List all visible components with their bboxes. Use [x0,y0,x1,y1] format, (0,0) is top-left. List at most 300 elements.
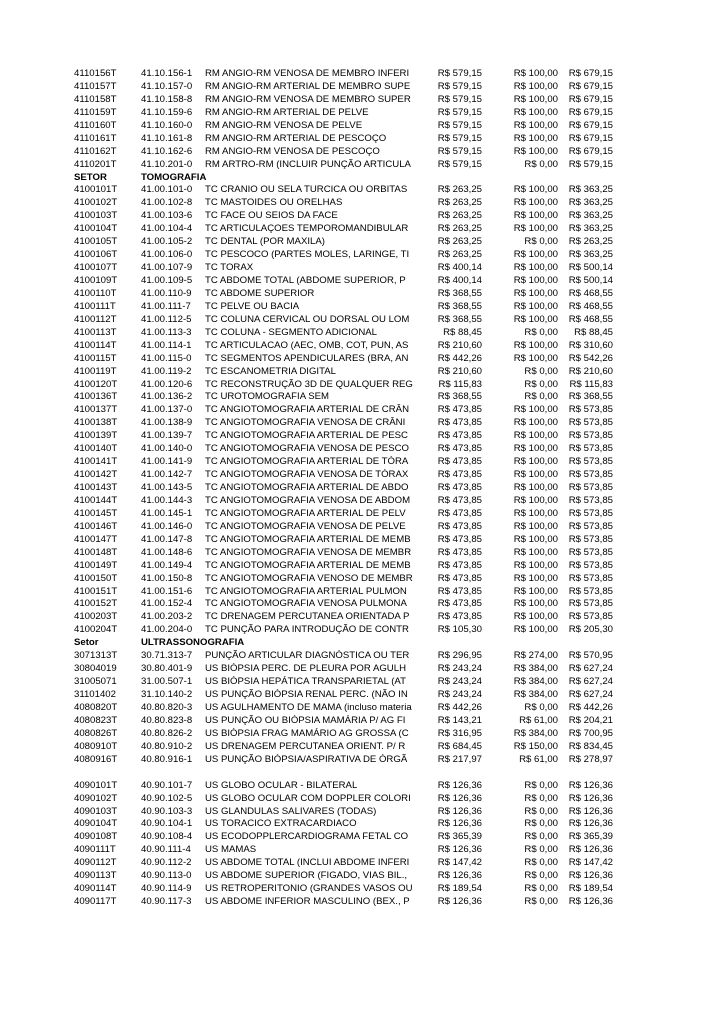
procedure-description: TC ARTICULAÇOES TEMPOROMANDIBULAR [205,223,409,235]
table-row [0,883,724,896]
procedure-code: 4110162T [74,145,117,157]
procedure-code: 4100141T [74,456,118,468]
procedure-code: 4100150T [74,572,118,584]
additional-fee: R$ 100,00 [513,546,558,558]
procedure-description: US GLANDULAS SALIVARES (TODAS) [205,805,377,817]
table-row [0,857,724,870]
total-price: R$ 579,15 [568,158,613,170]
procedure-code: 4100112T [74,313,117,325]
procedure-code: 4090111T [74,844,116,856]
base-price: R$ 473,85 [437,520,482,532]
base-price: R$ 263,25 [437,197,482,209]
table-row [0,120,724,133]
base-price: R$ 126,36 [437,805,482,817]
additional-fee: R$ 100,00 [513,80,558,92]
table-row [0,508,724,521]
total-price: R$ 573,85 [568,430,613,442]
additional-fee: R$ 100,00 [513,507,558,519]
tuss-code: 41.00.110-9 [141,287,192,299]
total-price: R$ 679,15 [568,68,613,79]
table-row [0,844,724,857]
procedure-description: TC PESCOCO (PARTES MOLES, LARINGE, TI [205,249,410,261]
procedure-code: 4100152T [74,598,118,610]
total-price: R$ 573,85 [568,469,613,481]
additional-fee: R$ 100,00 [513,624,558,636]
additional-fee: R$ 100,00 [513,249,558,261]
table-row [0,598,724,611]
base-price: R$ 263,25 [437,210,482,222]
tuss-code: 41.10.156-1 [141,68,193,79]
base-price: R$ 579,15 [437,119,482,131]
tuss-code: 41.00.119-2 [141,365,192,377]
procedure-description: RM ANGIO-RM VENOSA DE MEMBRO INFERI [205,68,410,79]
procedure-description: US ABDOME INFERIOR MASCULINO (BEX., P [205,896,410,908]
tuss-code: 31.00.507-1 [141,676,193,688]
base-price: R$ 210,60 [437,365,482,377]
base-price: R$ 473,85 [437,404,482,416]
procedure-code: 4100144T [74,494,118,506]
procedure-code: 4080820T [74,701,118,713]
additional-fee: R$ 0,00 [524,818,558,830]
procedure-code: 4110161T [74,132,117,144]
base-price: R$ 365,39 [437,831,482,843]
procedure-code: 4100151T [74,585,118,597]
procedure-description: TC PELVE OU BACIA [205,300,300,312]
additional-fee: R$ 0,00 [524,870,558,882]
additional-fee: R$ 100,00 [513,275,558,286]
base-price: R$ 126,36 [437,792,482,804]
procedure-code: 4100140T [74,443,118,455]
table-row [0,68,724,81]
base-price: R$ 579,15 [437,106,482,118]
additional-fee: R$ 100,00 [513,520,558,532]
procedure-code: 4100136T [74,391,118,403]
procedure-code: 4100203T [74,611,118,623]
procedure-description: US GLOBO OCULAR COM DOPPLER COLORI [205,792,411,804]
procedure-description: RM ANGIO-RM ARTERIAL DE PELVE [205,106,369,118]
base-price: R$ 147,42 [437,857,482,869]
additional-fee: R$ 100,00 [513,533,558,545]
additional-fee: R$ 384,00 [513,727,558,739]
section-label: Setor [74,637,99,649]
additional-fee: R$ 384,00 [513,663,558,675]
table-row [0,676,724,689]
additional-fee: R$ 0,00 [524,236,558,248]
base-price: R$ 473,85 [437,469,482,481]
procedure-description: PUNÇÃO ARTICULAR DIAGNÓSTICA OU TER [205,650,410,662]
base-price: R$ 473,85 [437,559,482,571]
procedure-code: 31005071 [74,676,117,688]
total-price: R$ 204,21 [568,714,613,726]
procedure-code: 4100102T [74,197,118,209]
procedure-description: TC COLUNA CERVICAL OU DORSAL OU LOM [205,313,410,325]
additional-fee: R$ 100,00 [513,262,558,274]
procedure-description: TC COLUNA - SEGMENTO ADICIONAL [205,326,378,338]
tuss-code: 41.00.120-6 [141,378,193,390]
tuss-code: 40.80.910-2 [141,740,193,752]
additional-fee: R$ 100,00 [513,184,558,196]
table-row [0,560,724,573]
total-price: R$ 205,30 [568,624,613,636]
procedure-description: TC TORAX [205,262,254,274]
total-price: R$ 88,45 [574,326,613,338]
additional-fee: R$ 100,00 [513,68,558,79]
table-row [0,650,724,663]
section-name: TOMOGRAFIA [141,171,207,183]
procedure-code: 4100106T [74,249,118,261]
table-row [0,495,724,508]
procedure-code: 4090102T [74,792,118,804]
tuss-code: 40.90.117-3 [141,896,192,908]
base-price: R$ 400,14 [437,262,482,274]
procedure-description: TC ANGIOTOMOGRAFIA VENOSA DE TÓRAX [205,469,409,481]
additional-fee: R$ 0,00 [524,365,558,377]
table-row [0,81,724,94]
table-row [0,417,724,430]
procedure-code: 4110156T [74,68,117,79]
tuss-code: 40.80.823-8 [141,714,193,726]
tuss-code: 41.00.148-6 [141,546,193,558]
additional-fee: R$ 100,00 [513,456,558,468]
total-price: R$ 573,85 [568,598,613,610]
total-price: R$ 627,24 [568,663,613,675]
total-price: R$ 573,85 [568,456,613,468]
total-price: R$ 126,36 [568,896,613,908]
total-price: R$ 126,36 [568,870,613,882]
procedure-code: 4100139T [74,430,118,442]
table-row [0,301,724,314]
additional-fee: R$ 100,00 [513,223,558,235]
procedure-description: TC ANGIOTOMOGRAFIA VENOSA DE PELVE [205,520,406,532]
procedure-code: 4100204T [74,624,118,636]
additional-fee: R$ 0,00 [524,883,558,895]
table-row [0,197,724,210]
table-row [0,741,724,754]
tuss-code: 30.80.401-9 [141,663,193,675]
procedure-code: 4090112T [74,857,117,869]
procedure-description: RM ANGIO-RM ARTERIAL DE PESCOÇO [205,132,387,144]
table-row [0,780,724,793]
total-price: R$ 573,85 [568,404,613,416]
table-row [0,456,724,469]
section-label: SETOR [74,171,107,183]
base-price: R$ 126,36 [437,844,482,856]
total-price: R$ 573,85 [568,546,613,558]
procedure-code: 4100148T [74,546,118,558]
base-price: R$ 473,85 [437,598,482,610]
table-row [0,430,724,443]
base-price: R$ 684,45 [437,740,482,752]
base-price: R$ 579,15 [437,93,482,105]
table-row [0,94,724,107]
tuss-code: 41.00.146-0 [141,520,193,532]
total-price: R$ 363,25 [568,223,613,235]
tuss-code: 41.00.150-8 [141,572,193,584]
tuss-code: 41.10.158-8 [141,93,193,105]
procedure-code: 4110160T [74,119,117,131]
table-row [0,159,724,172]
base-price: R$ 189,54 [437,883,482,895]
base-price: R$ 473,85 [437,443,482,455]
tuss-code: 41.10.162-6 [141,145,193,157]
table-row [0,366,724,379]
procedure-code: 4090113T [74,870,117,882]
tuss-code: 41.00.204-0 [141,624,193,636]
table-row [0,146,724,159]
section-header [0,637,724,650]
additional-fee: R$ 100,00 [513,132,558,144]
additional-fee: R$ 100,00 [513,494,558,506]
tuss-code: 40.80.916-1 [141,753,193,765]
table-row [0,353,724,366]
procedure-code: 4100138T [74,417,118,429]
additional-fee: R$ 100,00 [513,417,558,429]
total-price: R$ 573,85 [568,572,613,584]
table-row [0,793,724,806]
tuss-code: 41.00.152-4 [141,598,193,610]
additional-fee: R$ 100,00 [513,559,558,571]
procedure-code: 4080916T [74,753,118,765]
table-row [0,262,724,275]
procedure-description: TC ANGIOTOMOGRAFIA VENOSA PULMONA [205,598,407,610]
total-price: R$ 573,85 [568,417,613,429]
additional-fee: R$ 100,00 [513,430,558,442]
base-price: R$ 368,55 [437,287,482,299]
base-price: R$ 442,26 [437,352,482,364]
base-price: R$ 579,15 [437,68,482,79]
additional-fee: R$ 0,00 [524,158,558,170]
additional-fee: R$ 100,00 [513,287,558,299]
tuss-code: 41.00.106-0 [141,249,193,261]
total-price: R$ 126,36 [568,779,613,791]
tuss-code: 41.00.136-2 [141,391,193,403]
total-price: R$ 310,60 [568,339,613,351]
tuss-code: 41.00.203-2 [141,611,193,623]
additional-fee: R$ 100,00 [513,352,558,364]
procedure-description: TC ANGIOTOMOGRAFIA ARTERIAL DE MEMB [205,533,411,545]
base-price: R$ 296,95 [437,650,482,662]
table-row [0,404,724,417]
tuss-code: 41.00.137-0 [141,404,193,416]
tuss-code: 30.71.313-7 [141,650,193,662]
additional-fee: R$ 0,00 [524,792,558,804]
total-price: R$ 442,26 [568,701,613,713]
total-price: R$ 363,25 [568,197,613,209]
base-price: R$ 126,36 [437,870,482,882]
procedure-description: RM ANGIO-RM VENOSA DE PELVE [205,119,363,131]
procedure-code: 3071313T [74,650,118,662]
additional-fee: R$ 274,00 [513,650,558,662]
base-price: R$ 105,30 [437,624,482,636]
table-row [0,249,724,262]
table-row [0,870,724,883]
additional-fee: R$ 100,00 [513,611,558,623]
total-price: R$ 573,85 [568,533,613,545]
total-price: R$ 573,85 [568,494,613,506]
procedure-code: 4100115T [74,352,117,364]
procedure-code: 4090104T [74,818,118,830]
additional-fee: R$ 100,00 [513,145,558,157]
procedure-code: 4100111T [74,300,116,312]
procedure-code: 30804019 [74,663,117,675]
base-price: R$ 368,55 [437,391,482,403]
total-price: R$ 126,36 [568,818,613,830]
base-price: R$ 473,85 [437,611,482,623]
total-price: R$ 210,60 [568,365,613,377]
tuss-code: 41.00.104-4 [141,223,193,235]
procedure-description: TC ABDOME SUPERIOR [205,287,315,299]
additional-fee: R$ 100,00 [513,339,558,351]
price-table [0,68,724,909]
total-price: R$ 573,85 [568,611,613,623]
table-row [0,482,724,495]
tuss-code: 41.10.201-0 [141,158,193,170]
tuss-code: 41.00.145-1 [141,507,193,519]
base-price: R$ 243,24 [437,676,482,688]
table-row [0,327,724,340]
procedure-description: US BIÓPSIA HEPÁTICA TRANSPARIETAL (AT [205,676,406,688]
additional-fee: R$ 100,00 [513,404,558,416]
procedure-code: 4100113T [74,326,117,338]
total-price: R$ 679,15 [568,106,613,118]
base-price: R$ 263,25 [437,223,482,235]
total-price: R$ 363,25 [568,249,613,261]
base-price: R$ 217,97 [437,753,482,765]
total-price: R$ 500,14 [568,275,613,286]
tuss-code: 41.00.112-5 [141,313,192,325]
total-price: R$ 627,24 [568,676,613,688]
procedure-description: TC ANGIOTOMOGRAFIA ARTERIAL DE CRÂN [205,404,409,416]
procedure-code: 4080826T [74,727,118,739]
additional-fee: R$ 150,00 [513,740,558,752]
base-price: R$ 263,25 [437,236,482,248]
additional-fee: R$ 100,00 [513,106,558,118]
table-row [0,210,724,223]
procedure-code: 4110159T [74,106,117,118]
tuss-code: 41.00.139-7 [141,430,193,442]
table-row [0,715,724,728]
table-row [0,314,724,327]
tuss-code: 41.00.141-9 [141,456,193,468]
tuss-code: 41.00.144-3 [141,494,193,506]
additional-fee: R$ 0,00 [524,844,558,856]
total-price: R$ 573,85 [568,507,613,519]
additional-fee: R$ 100,00 [513,572,558,584]
procedure-code: 4100149T [74,559,118,571]
procedure-code: 4100114T [74,339,117,351]
procedure-description: TC CRANIO OU SELA TURCICA OU ORBITAS [205,184,408,196]
procedure-description: US MAMAS [205,844,257,856]
procedure-code: 4100101T [74,184,118,196]
additional-fee: R$ 100,00 [513,119,558,131]
procedure-description: TC ANGIOTOMOGRAFIA ARTERIAL DE ABDO [205,482,409,493]
base-price: R$ 473,85 [437,482,482,493]
procedure-description: US BIÓPSIA PERC. DE PLEURA POR AGULH [205,663,406,675]
base-price: R$ 579,15 [437,158,482,170]
base-price: R$ 126,36 [437,779,482,791]
additional-fee: R$ 100,00 [513,313,558,325]
procedure-description: TC ESCANOMETRIA DIGITAL [205,365,336,377]
total-price: R$ 147,42 [568,857,613,869]
procedure-description: TC ANGIOTOMOGRAFIA ARTERIAL DE MEMB [205,559,411,571]
table-row [0,469,724,482]
procedure-description: TC UROTOMOGRAFIA SEM [205,391,330,403]
procedure-code: 4100143T [74,482,118,493]
tuss-code: 41.10.159-6 [141,106,193,118]
tuss-code: 40.90.102-5 [141,792,193,804]
procedure-code: 4100110T [74,287,117,299]
table-row [0,443,724,456]
additional-fee: R$ 384,00 [513,689,558,700]
base-price: R$ 473,85 [437,533,482,545]
tuss-code: 40.90.114-9 [141,883,192,895]
table-row [0,391,724,404]
base-price: R$ 243,24 [437,663,482,675]
table-row [0,236,724,249]
procedure-description: US BIÓPSIA FRAG MAMÁRIO AG GROSSA (C [205,727,409,739]
tuss-code: 41.10.157-0 [141,80,193,92]
base-price: R$ 126,36 [437,896,482,908]
procedure-code: 4100109T [74,275,118,286]
table-row [0,547,724,560]
tuss-code: 40.90.113-0 [141,870,192,882]
total-price: R$ 679,15 [568,119,613,131]
table-row [0,611,724,624]
table-row [0,275,724,288]
base-price: R$ 243,24 [437,689,482,700]
total-price: R$ 468,55 [568,300,613,312]
base-price: R$ 579,15 [437,145,482,157]
base-price: R$ 263,25 [437,249,482,261]
procedure-description: TC PUNÇÃO PARA INTRODUÇÃO DE CONTR [205,624,409,636]
base-price: R$ 473,85 [437,417,482,429]
procedure-description: US TORACICO EXTRACARDIACO [205,818,357,830]
table-row [0,818,724,831]
table-row [0,754,724,767]
table-row [0,379,724,392]
procedure-description: TC ANGIOTOMOGRAFIA VENOSA DE ABDOM [205,494,411,506]
additional-fee: R$ 100,00 [513,598,558,610]
table-row [0,806,724,819]
base-price: R$ 473,85 [437,572,482,584]
total-price: R$ 468,55 [568,287,613,299]
tuss-code: 41.00.103-6 [141,210,193,222]
procedure-description: US ABDOME TOTAL (INCLUI ABDOME INFERI [205,857,410,869]
table-row [0,184,724,197]
tuss-code: 41.00.115-0 [141,352,192,364]
procedure-code: 4080910T [74,740,118,752]
additional-fee: R$ 384,00 [513,676,558,688]
procedure-description: TC ANGIOTOMOGRAFIA VENOSA DE MEMBR [205,546,412,558]
procedure-description: TC SEGMENTOS APENDICULARES (BRA, AN [205,352,409,364]
procedure-description: US ECODOPPLERCARDIOGRAMA FETAL CO [205,831,409,843]
base-price: R$ 88,45 [443,326,482,338]
total-price: R$ 679,15 [568,93,613,105]
procedure-code: 4100120T [74,378,118,390]
procedure-code: 4090103T [74,805,118,817]
additional-fee: R$ 100,00 [513,443,558,455]
base-price: R$ 210,60 [437,339,482,351]
base-price: R$ 473,85 [437,546,482,558]
tuss-code: 40.90.101-7 [141,779,193,791]
procedure-description: US PUNÇÃO OU BIÓPSIA MAMÁRIA P/ AG FI [205,714,406,726]
total-price: R$ 627,24 [568,689,613,700]
total-price: R$ 573,85 [568,520,613,532]
table-row [0,521,724,534]
total-price: R$ 679,15 [568,145,613,157]
tuss-code: 41.00.138-9 [141,417,193,429]
base-price: R$ 368,55 [437,313,482,325]
